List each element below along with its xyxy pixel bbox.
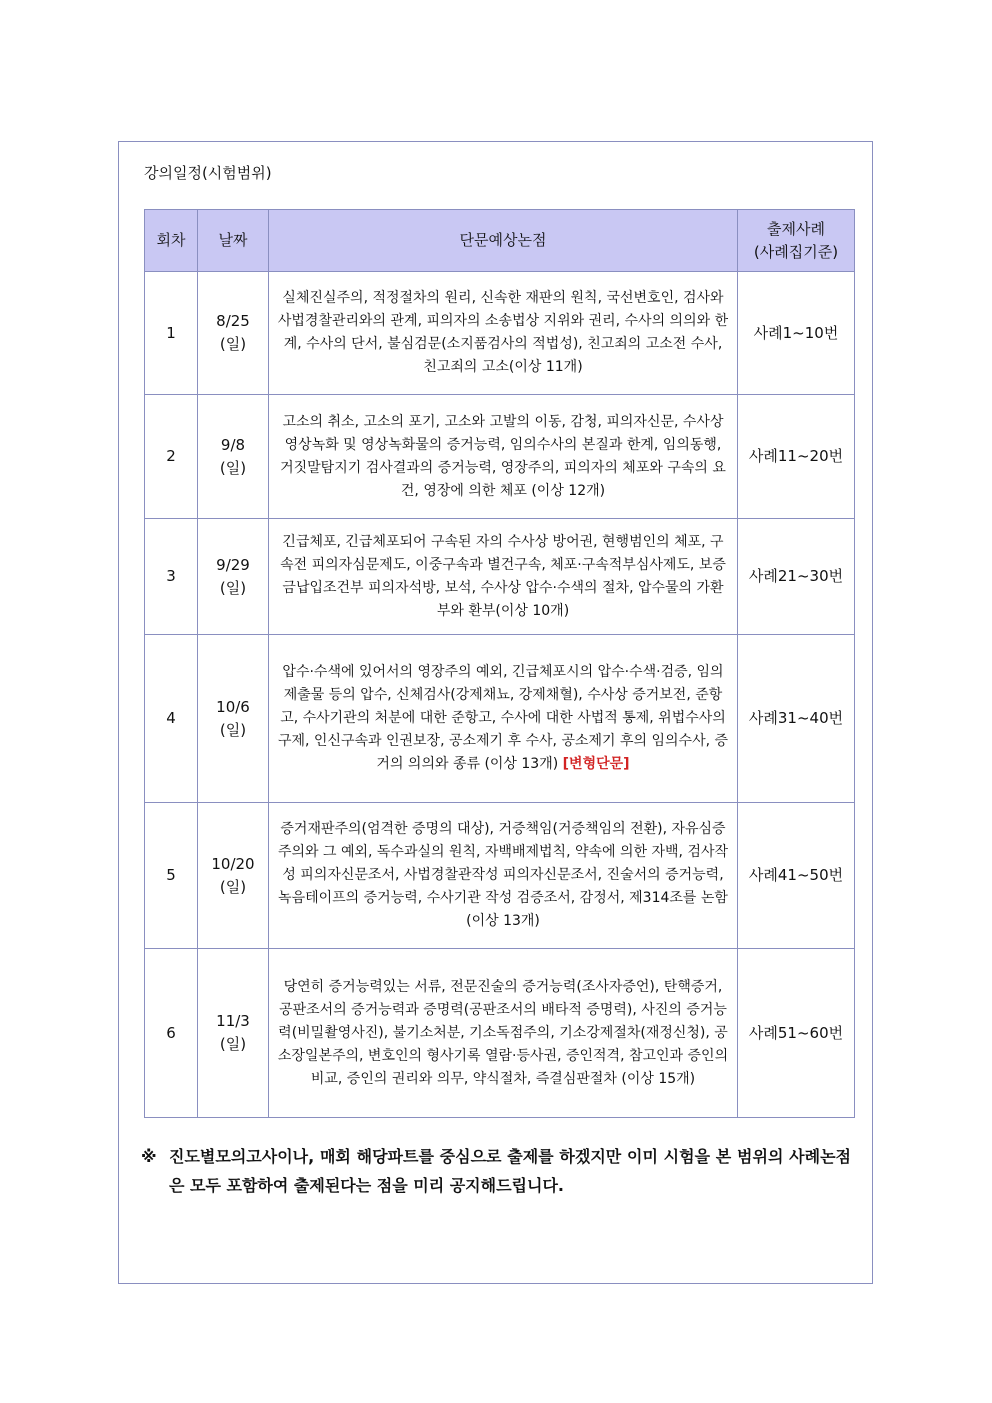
schedule-table	[144, 209, 855, 1118]
table-row	[145, 395, 855, 519]
topics-text: 압수·수색에 있어서의 영장주의 예외, 긴급체포시의 압수·수색·검증, 임의제출물 등의 압수, 신체검사(강제채뇨, 강제채혈), 수사상 증거보전, 준항고, 수사기관의 처분에 대한 준항고, 수사에 대한 사법적 통제, 위법수사의 구제, 인신구속과 인권보장, 공소제기 후 수사, 공소제기 후의 임의수사, 증거의 의의와 종류 (이상 13개)	[277, 664, 729, 772]
date-day: (일)	[219, 877, 247, 896]
date-cell	[198, 949, 269, 1118]
topics-cell	[269, 803, 738, 949]
round-cell: 2	[145, 395, 198, 519]
table-row	[145, 803, 855, 949]
date-day: (일)	[219, 578, 247, 597]
header-cases-line2: (사례집기준)	[753, 242, 839, 261]
table-row	[145, 272, 855, 395]
cases-cell: 사례51~60번	[738, 949, 855, 1118]
date-value: 9/8	[220, 435, 246, 454]
page-title: 강의일정(시험범위)	[144, 164, 272, 182]
topics-cell	[269, 395, 738, 519]
date-value: 10/20	[211, 854, 255, 873]
notice	[141, 1142, 851, 1200]
round-cell: 1	[145, 272, 198, 395]
cases-cell: 사례21~30번	[738, 519, 855, 635]
table-header-row	[145, 210, 855, 272]
cases-cell: 사례41~50번	[738, 803, 855, 949]
topics-cell	[269, 635, 738, 803]
round-cell: 6	[145, 949, 198, 1118]
table-row	[145, 635, 855, 803]
date-value: 8/25	[216, 312, 250, 330]
date-cell	[198, 395, 269, 519]
round-cell: 5	[145, 803, 198, 949]
date-value: 9/29	[216, 555, 250, 574]
date-value: 11/3	[216, 1012, 250, 1030]
date-day: (일)	[219, 1035, 247, 1053]
document-frame	[118, 141, 873, 1284]
topics-cell	[269, 519, 738, 635]
topics-cell	[269, 272, 738, 395]
header-cases-line1: 출제사례	[767, 219, 825, 238]
date-cell	[198, 272, 269, 395]
header-cases	[738, 210, 855, 272]
notice-mark: ※	[141, 1147, 157, 1166]
header-round: 회차	[145, 210, 198, 272]
cases-cell: 사례11~20번	[738, 395, 855, 519]
notice-text: 진도별모의고사이나, 매회 해당파트를 중심으로 출제를 하겠지만 이미 시험을 본 범위의 사례논점은 모두 포함하여 출제된다는 점을 미리 공지해드립니다.	[169, 1147, 851, 1195]
topics-text: 고소의 취소, 고소의 포기, 고소와 고발의 이동, 감청, 피의자신문, 수사상 영상녹화 및 영상녹화물의 증거능력, 임의수사의 본질과 한계, 임의동행, 거짓말탐지기 검사결과의 증거능력, 영장주의, 피의자의 체포와 구속의 요건, 영장에 의한 체포 (이상 12개)	[280, 413, 726, 499]
date-cell	[198, 519, 269, 635]
topics-cell	[269, 949, 738, 1118]
round-cell: 3	[145, 519, 198, 635]
header-date: 날짜	[198, 210, 269, 272]
variant-badge: [변형단문]	[562, 756, 630, 772]
date-cell	[198, 635, 269, 803]
topics-text: 실체진실주의, 적정절차의 원리, 신속한 재판의 원칙, 국선변호인, 검사와 사법경찰관리와의 관계, 피의자의 소송법상 지위와 권리, 수사의 의의와 한계, 수사의 단서, 불심검문(소지품검사의 적법성), 친고죄의 고소전 수사, 친고죄의 고소(이상 11개)	[277, 290, 729, 375]
date-cell	[198, 803, 269, 949]
topics-text: 증거재판주의(엄격한 증명의 대상), 거증책임(거증책임의 전환), 자유심증주의와 그 예외, 독수과실의 원칙, 자백배제법칙, 약속에 의한 자백, 검사작성 피의자신문조서, 사법경찰관작성 피의자신문조서, 진술서의 증거능력, 녹음테이프의 증거능력, 수사기관 작성 검증조서, 감정서, 제314조를 논함 (이상 13개)	[277, 821, 729, 929]
cases-cell: 사례31~40번	[738, 635, 855, 803]
date-day: (일)	[219, 458, 247, 477]
topics-text: 당연히 증거능력있는 서류, 전문진술의 증거능력(조사자증언), 탄핵증거, 공판조서의 증거능력과 증명력(공판조서의 배타적 증명력), 사진의 증거능력(비밀촬영사진), 불기소처분, 기소독점주의, 기소강제절차(재정신청), 공소장일본주의, 변호인의 형사기록 열람·등사권, 증인적격, 참고인과 증인의 비교, 증인의 권리와 의무, 약식절차, 즉결심판절차 (이상 15개)	[277, 978, 729, 1087]
header-topics: 단문예상논점	[269, 210, 738, 272]
cases-cell: 사례1~10번	[738, 272, 855, 395]
date-day: (일)	[219, 335, 247, 353]
date-value: 10/6	[216, 697, 250, 716]
round-cell: 4	[145, 635, 198, 803]
date-day: (일)	[219, 720, 247, 739]
topics-text: 긴급체포, 긴급체포되어 구속된 자의 수사상 방어권, 현행범인의 체포, 구속전 피의자심문제도, 이중구속과 별건구속, 체포·구속적부심사제도, 보증금납입조건부 피의자석방, 보석, 수사상 압수·수색의 절차, 압수물의 가환부와 환부(이상 10개)	[280, 533, 726, 619]
table-row	[145, 949, 855, 1118]
table-row	[145, 519, 855, 635]
